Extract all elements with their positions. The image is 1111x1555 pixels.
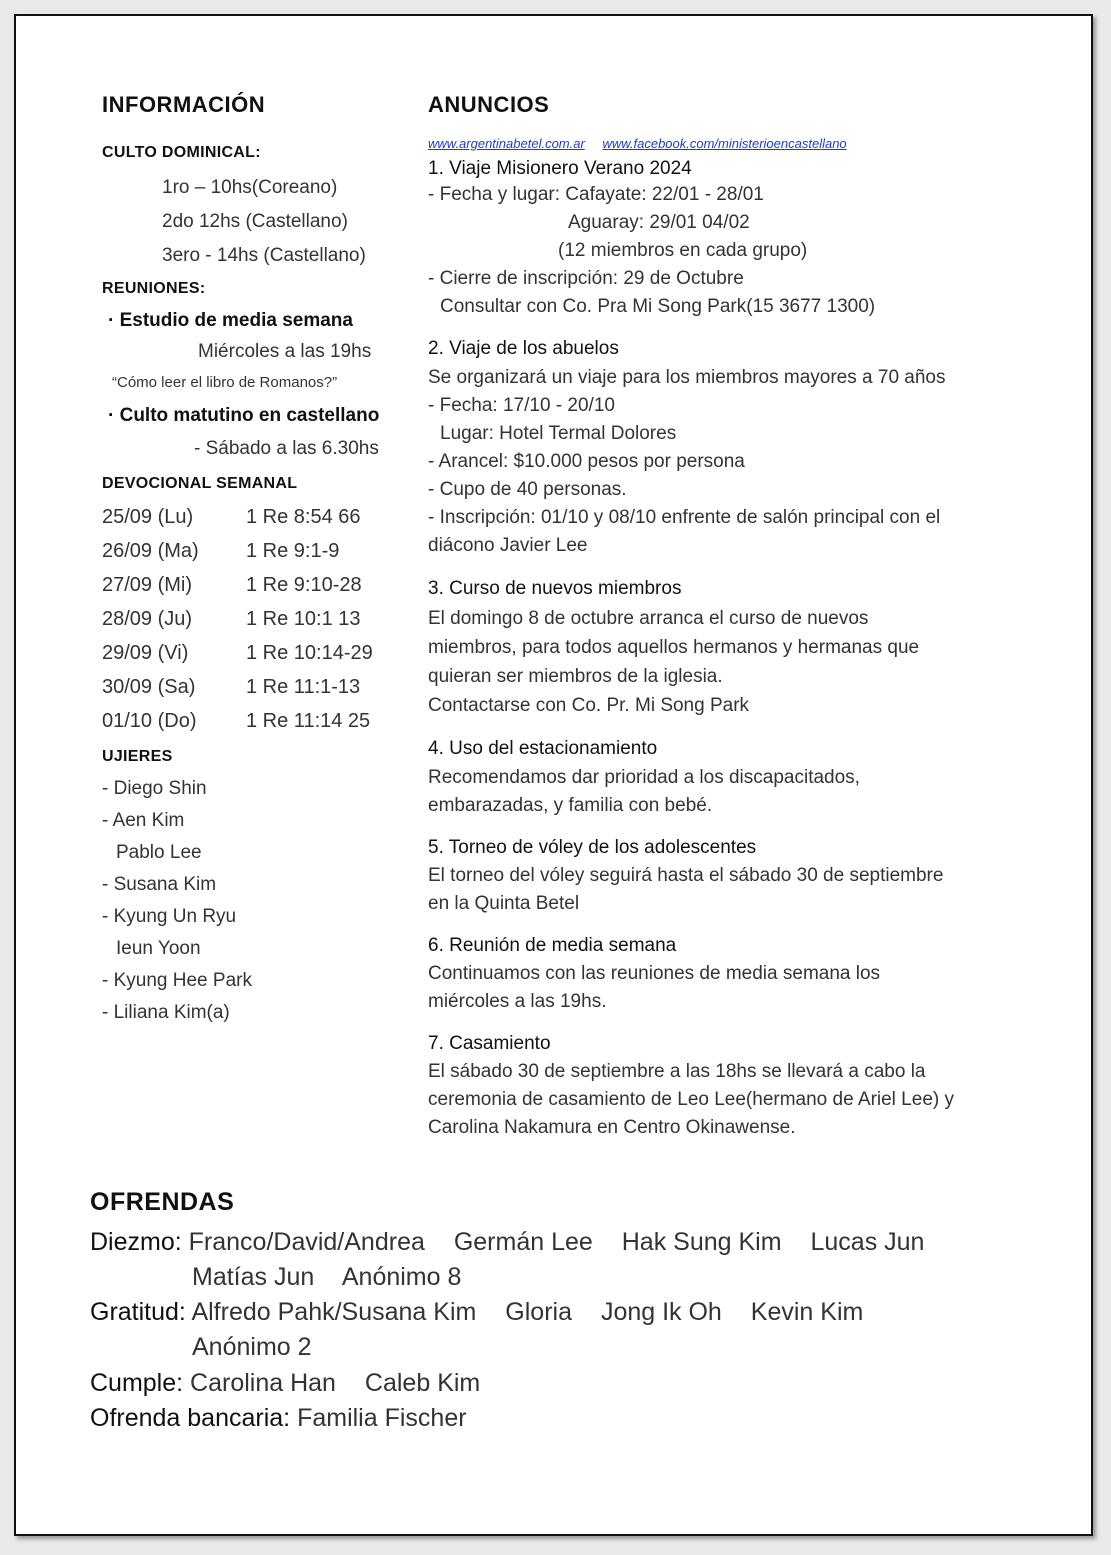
donor-name: Alfredo Pahk/Susana Kim (191, 1298, 477, 1326)
links-row (428, 136, 861, 151)
announcement-line: El domingo 8 de octubre arranca el curso de nuevos (428, 608, 869, 629)
announcement-line: - Cupo de 40 personas. (428, 479, 627, 500)
devocional-date: 01/10 (Do) (102, 710, 197, 732)
devocional-ref: 1 Re 11:14 25 (246, 710, 371, 732)
donor-name: Gloria (505, 1298, 572, 1326)
donor-name: Matías Jun (192, 1263, 315, 1291)
devocional-ref: 1 Re 10:1 13 (246, 608, 361, 630)
announcement-line: Contactarse con Co. Pr. Mi Song Park (428, 695, 750, 716)
announcement-line: - Cierre de inscripción: 29 de Octubre (428, 268, 744, 289)
gratitud-row-cont (192, 1333, 334, 1362)
announcement-title: 4. Uso del estacionamiento (428, 738, 658, 759)
usher-name: - Kyung Hee Park (102, 970, 252, 991)
diezmo-row (90, 1228, 946, 1257)
announcement-line: quieran ser miembros de la iglesia. (428, 666, 723, 687)
announcement-line: Recomendamos dar prioridad a los discapacitados, (428, 767, 860, 788)
info-title: INFORMACIÓN (102, 92, 266, 117)
reunion-time: Miércoles a las 19hs (198, 341, 372, 362)
announcement-line: El torneo del vóley seguirá hasta el sábado 30 de septiembre (428, 865, 944, 886)
announcement-line: (12 miembros en cada grupo) (558, 240, 808, 261)
devocional-row (102, 506, 361, 529)
culto-line: 1ro – 10hs(Coreano) (162, 177, 338, 198)
announcement-line: El sábado 30 de septiembre a las 18hs se llevará a cabo la (428, 1061, 926, 1082)
culto-line: 3ero - 14hs (Castellano) (162, 245, 366, 266)
donor-name: Kevin Kim (750, 1298, 864, 1326)
announcement-line: - Fecha y lugar: Cafayate: 22/01 - 28/01 (428, 184, 764, 205)
website-link[interactable]: www.argentinabetel.com.ar (428, 136, 585, 151)
ofrendas-title: OFRENDAS (90, 1188, 235, 1216)
bancaria-row (90, 1404, 489, 1433)
announcement-line: diácono Javier Lee (428, 535, 588, 556)
announcement-line: en la Quinta Betel (428, 893, 580, 914)
usher-name: - Kyung Un Ryu (102, 906, 237, 927)
bancaria-label: Ofrenda bancaria: (90, 1404, 291, 1432)
announcement-line: - Arancel: $10.000 pesos por persona (428, 451, 745, 472)
devocional-row (102, 540, 339, 563)
donor-name: Caleb Kim (364, 1369, 481, 1397)
devocional-ref: 1 Re 10:14-29 (246, 642, 373, 664)
devocional-date: 30/09 (Sa) (102, 676, 196, 698)
devocional-heading: DEVOCIONAL SEMANAL (102, 475, 298, 492)
announcement-title: 5. Torneo de vóley de los adolescentes (428, 837, 757, 858)
donor-name: Carolina Han (190, 1369, 336, 1397)
usher-name: - Liliana Kim(a) (102, 1002, 230, 1023)
announcement-line: Lugar: Hotel Termal Dolores (440, 423, 677, 444)
announcement-line: Consultar con Co. Pra Mi Song Park(15 3677 1300) (440, 296, 876, 317)
devocional-row (102, 642, 373, 665)
donor-name: Lucas Jun (810, 1228, 925, 1256)
devocional-date: 26/09 (Ma) (102, 540, 199, 562)
usher-name: - Aen Kim (102, 810, 185, 831)
devocional-row (102, 710, 370, 733)
devocional-ref: 1 Re 11:1-13 (246, 676, 361, 698)
devocional-ref: 1 Re 9:10-28 (246, 574, 362, 596)
announcement-line: Carolina Nakamura en Centro Okinawense. (428, 1117, 796, 1138)
announcement-line: miércoles a las 19hs. (428, 991, 607, 1012)
gratitud-row (90, 1298, 885, 1327)
announcement-line: - Fecha: 17/10 - 20/10 (428, 395, 615, 416)
usher-name: - Diego Shin (102, 778, 207, 799)
donor-name: Franco/David/Andrea (188, 1228, 425, 1256)
ujieres-heading: UJIERES (102, 748, 173, 765)
bulletin-page (14, 14, 1093, 1536)
usher-name: - Susana Kim (102, 874, 217, 895)
cumple-label: Cumple: (90, 1369, 184, 1397)
culto-heading: CULTO DOMINICAL: (102, 144, 261, 161)
devocional-date: 29/09 (Vi) (102, 642, 189, 664)
devocional-date: 25/09 (Lu) (102, 506, 194, 528)
reunion-item: · Culto matutino en castellano (108, 405, 380, 426)
donor-name: Familia Fischer (297, 1404, 467, 1432)
donor-name: Anónimo 8 (341, 1263, 462, 1291)
culto-line: 2do 12hs (Castellano) (162, 211, 348, 232)
donor-name: Hak Sung Kim (621, 1228, 782, 1256)
announcement-title: 6. Reunión de media semana (428, 935, 677, 956)
announcement-title: 1. Viaje Misionero Verano 2024 (428, 158, 692, 179)
announcement-title: 2. Viaje de los abuelos (428, 338, 619, 359)
donor-name: Jong Ik Oh (600, 1298, 722, 1326)
devocional-row (102, 574, 362, 597)
devocional-ref: 1 Re 9:1-9 (246, 540, 340, 562)
devocional-ref: 1 Re 8:54 66 (246, 506, 361, 528)
reunion-topic: “Cómo leer el libro de Romanos?” (112, 374, 338, 391)
announcement-line: miembros, para todos aquellos hermanos y hermanas que (428, 637, 920, 658)
announcement-title: 3. Curso de nuevos miembros (428, 578, 682, 599)
announcement-title: 7. Casamiento (428, 1033, 551, 1054)
announcement-line: Continuamos con las reuniones de media semana los (428, 963, 881, 984)
gratitud-label: Gratitud: (90, 1298, 186, 1326)
devocional-row (102, 676, 360, 699)
reunion-time: - Sábado a las 6.30hs (194, 438, 379, 459)
devocional-date: 27/09 (Mi) (102, 574, 193, 596)
donor-name: Germán Lee (453, 1228, 593, 1256)
reunion-item: · Estudio de media semana (108, 310, 353, 331)
devocional-date: 28/09 (Ju) (102, 608, 193, 630)
facebook-link[interactable]: www.facebook.com/ministerioencastellano (602, 136, 847, 151)
usher-name: Pablo Lee (116, 842, 202, 863)
announcement-line: embarazadas, y familia con bebé. (428, 795, 713, 816)
usher-name: Ieun Yoon (116, 938, 201, 959)
announcement-line: - Inscripción: 01/10 y 08/10 enfrente de salón principal con el (428, 507, 941, 528)
anuncios-title: ANUNCIOS (428, 92, 550, 117)
diezmo-row-cont (192, 1263, 483, 1292)
donor-name: Anónimo 2 (192, 1333, 312, 1361)
announcement-line: ceremonia de casamiento de Leo Lee(hermano de Ariel Lee) y (428, 1089, 954, 1110)
devocional-row (102, 608, 361, 631)
reuniones-heading: REUNIONES: (102, 280, 206, 297)
announcement-line: Se organizará un viaje para los miembros mayores a 70 años (428, 367, 946, 388)
diezmo-label: Diezmo: (90, 1228, 182, 1256)
cumple-row (90, 1369, 502, 1398)
announcement-line: Aguaray: 29/01 04/02 (568, 212, 750, 233)
